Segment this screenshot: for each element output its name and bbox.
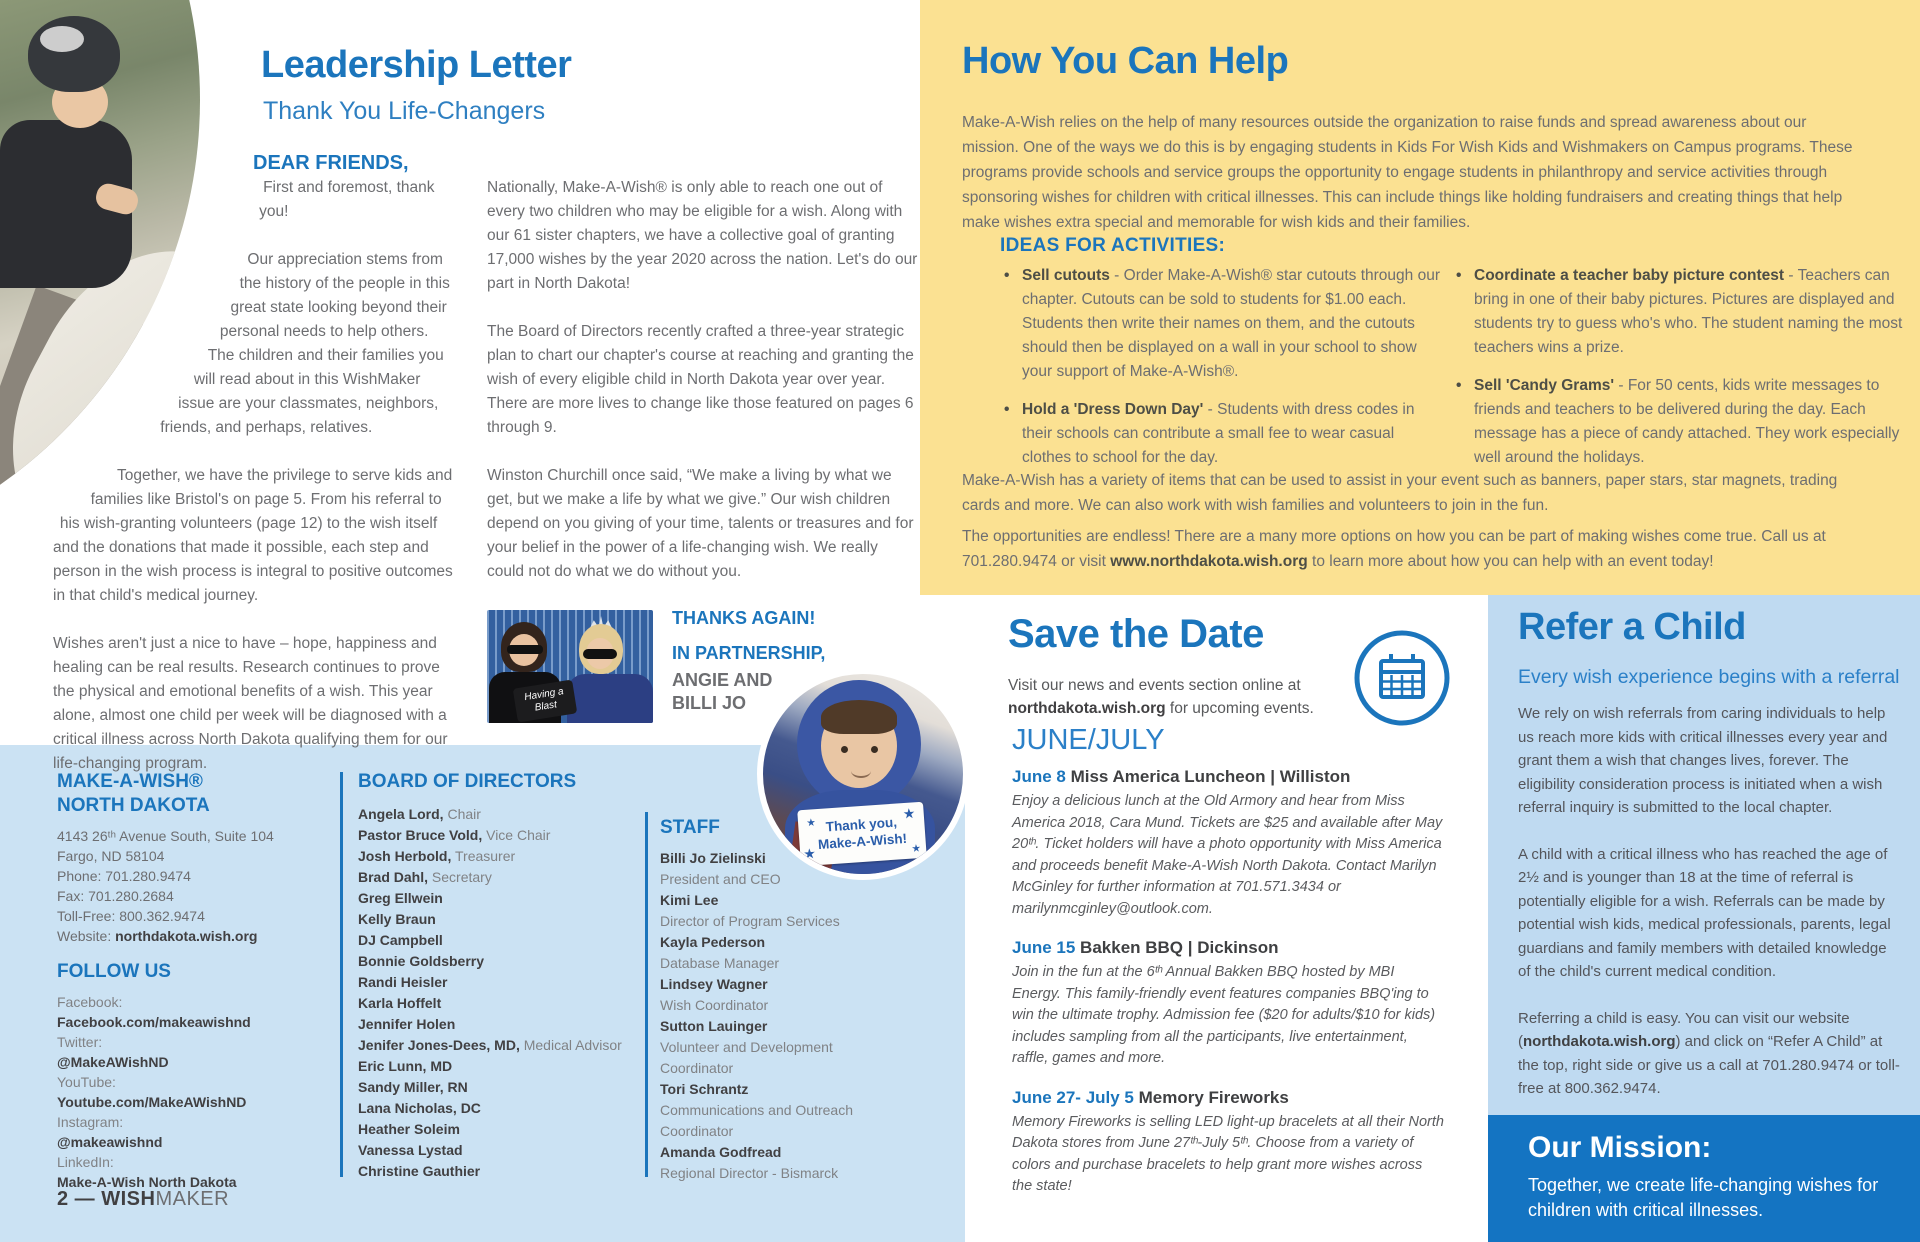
- board-member: Lana Nicholas, DC: [358, 1100, 481, 1116]
- column-divider: [645, 812, 648, 1177]
- board-member: DJ Campbell: [358, 932, 443, 948]
- star-icon: ★: [903, 806, 915, 822]
- section-title-save-the-date: Save the Date: [1008, 612, 1264, 656]
- social-item: Facebook: Facebook.com/makeawishnd: [57, 992, 327, 1032]
- event-list: [1012, 766, 1444, 1215]
- youtube-handle: Youtube.com/MakeAWishND: [57, 1094, 247, 1110]
- section-title-refer-a-child: Refer a Child: [1518, 606, 1746, 648]
- website-url: northdakota.wish.org: [1008, 700, 1166, 717]
- helmet-highlight-shape: [40, 26, 84, 52]
- signature-name: BILLI JO: [672, 693, 747, 713]
- eye-shape: [871, 746, 878, 753]
- facebook-handle: Facebook.com/makeawishnd: [57, 1014, 251, 1030]
- letter-column-1: [53, 176, 455, 800]
- smile-shape: [851, 764, 871, 778]
- letter-column-2: [487, 176, 919, 608]
- idea-bullet: • Sell cutouts - Order Make-A-Wish® star cutouts through our chapter. Cutouts can be sold to students for $1.00 each. Students then write their names on them, and the cutouts should then be displayed on a wall in your school to show your support of Make-A-Wish®.: [1000, 264, 1445, 384]
- fax-line: Fax: 701.280.2684: [57, 888, 174, 904]
- letter-paragraph: Together, we have the privilege to serve kids and families like Bristol's on page 5. From his referral to his wish-granting volunteers (page 12) to the wish itself and the donations that made it possible, each step and person in the wish process is integral to positive outcomes in that child's medical journey.: [53, 467, 453, 604]
- event-description: Join in the fun at the 6ᵗʰ Annual Bakken BBQ hosted by MBI Energy. This family-friendly event features companies BBQ'ing to win the ultimate trophy. Admission fee ($20 for adults/$10 for kids) includes sampling from all the participants, live entertainment, raffle, games and more.: [1012, 964, 1436, 1066]
- address-line: 4143 26ᵗʰ Avenue South, Suite 104: [57, 828, 274, 844]
- column-divider: [340, 772, 343, 1177]
- ideas-heading: IDEAS FOR ACTIVITIES:: [1000, 235, 1226, 256]
- star-icon: ★: [806, 817, 816, 828]
- letter-paragraph: First and foremost, thank you!: [259, 179, 435, 220]
- idea-bullet: • Coordinate a teacher baby picture contest - Teachers can bring in one of their baby pictures. Pictures are displayed and students try to guess who's who. The student naming the most teachers wins a prize.: [1452, 264, 1914, 360]
- salutation: DEAR FRIENDS,: [253, 152, 409, 174]
- instagram-handle: @makeawishnd: [57, 1134, 163, 1150]
- event-item: [1012, 1087, 1444, 1198]
- idea-bullet: • Sell 'Candy Grams' - For 50 cents, kids write messages to friends and teachers to be delivered during the day. Each message has a piece of candy attached. They work especially well around the holidays.: [1452, 374, 1914, 470]
- board-member: Christine Gauthier: [358, 1163, 481, 1179]
- board-member: Pastor Bruce Vold, Vice Chair: [358, 827, 551, 843]
- social-item: YouTube: Youtube.com/MakeAWishND: [57, 1072, 327, 1112]
- staff-member: Kayla Pederson Database Manager: [660, 934, 780, 971]
- staff-member: Kimi Lee Director of Program Services: [660, 892, 840, 929]
- party-mask-shape: [583, 649, 617, 659]
- photobooth-sign: Having a Blast: [513, 680, 578, 723]
- social-item: LinkedIn: Make-A-Wish North Dakota: [57, 1152, 327, 1192]
- how-help-intro: Make-A-Wish relies on the help of many resources outside the organization to raise funds and spread awareness about our mission. One of the ways we do this is by engaging students in Kids For Wish Kids and Wishmakers on Campus programs. These programs provide schools and service groups the opportunity to engage students in philanthropy and service activities through sponsoring wishes for children with critical illnesses. This can include things like holding fundraisers and creating things that help make wishes extra special and memorable for wish kids and their families.: [962, 114, 1853, 231]
- letter-paragraph: Our appreciation stems from the history of the people in this great state looking beyond their personal needs to help others. The children and their families you will read about in this WishMaker issue are your classmates, neighbors, friends, and perhaps, relatives.: [160, 251, 450, 436]
- photobooth-photo: [487, 610, 653, 723]
- twitter-handle: @MakeAWishND: [57, 1054, 169, 1070]
- page-title: Leadership Letter: [261, 44, 572, 86]
- month-heading: JUNE/JULY: [1012, 724, 1165, 756]
- save-date-intro: Visit our news and events section online at northdakota.wish.org for upcoming events.: [1008, 677, 1314, 717]
- child-hair-shape: [821, 700, 897, 734]
- board-member: Kelly Braun: [358, 911, 436, 927]
- star-icon: ★: [911, 842, 921, 854]
- linkedin-handle: Make-A-Wish North Dakota: [57, 1174, 237, 1190]
- event-heading: June 8 Miss America Luncheon | Williston: [1012, 767, 1351, 786]
- how-help-cta: The opportunities are endless! There are a many more options on how you can be part of making wishes come true. Call us at 701.280.9474 or visit www.northdakota.wish.org to learn more about how you can help with an event today!: [962, 528, 1826, 570]
- eye-shape: [841, 746, 848, 753]
- board-member: Karla Hoffelt: [358, 995, 442, 1011]
- refer-body: [1518, 702, 1902, 1124]
- party-mask-shape: [507, 645, 543, 654]
- page-subtitle: Thank You Life-Changers: [263, 97, 546, 125]
- board-heading: BOARD OF DIRECTORS: [358, 771, 577, 792]
- letter-paragraph: The Board of Directors recently crafted a three-year strategic plan to chart our chapter's course at reaching and granting the wish of every eligible child in North Dakota year over year. There are more lives to change like those featured on pages 6 through 9.: [487, 323, 914, 436]
- how-help-outro: Make-A-Wish has a variety of items that can be used to assist in your event such as banners, paper stars, star magnets, trading cards and more. We can also work with wish families and volunteers to join in the fun.: [962, 472, 1838, 514]
- thank-you-sign: ★ ★ ★ ★ Thank you, Make-A-Wish!: [797, 802, 927, 867]
- org-name: MAKE-A-WISH® NORTH DAKOTA: [57, 771, 210, 816]
- board-member: Jenifer Jones-Dees, MD, Medical Advisor: [358, 1037, 622, 1053]
- board-member: Heather Soleim: [358, 1121, 460, 1137]
- social-item: Instagram: @makeawishnd: [57, 1112, 327, 1152]
- staff-member: Amanda Godfread Regional Director - Bismarck: [660, 1144, 839, 1181]
- ideas-list-left: [1000, 264, 1445, 484]
- section-title-how-you-can-help: How You Can Help: [962, 40, 1289, 82]
- event-description: Enjoy a delicious lunch at the Old Armory and hear from Miss America 2018, Cara Mund. Tickets are $25 and available after May 20ᵗʰ. Ticket holders will have a photo opportunity with Miss America and proceeds benefit Make-A-Wish North Dakota. Contact Marilyn McGinley for further information at 701.571.3434 or marilynmcginley@outlook.com.: [1012, 793, 1443, 917]
- board-member: Greg Ellwein: [358, 890, 443, 906]
- staff-member: Lindsey Wagner Wish Coordinator: [660, 976, 769, 1013]
- staff-member: Tori Schrantz Communications and Outreach Coordinator: [660, 1081, 853, 1139]
- event-heading: June 15 Bakken BBQ | Dickinson: [1012, 938, 1279, 957]
- refer-paragraph: We rely on wish referrals from caring individuals to help us reach more kids with critical illnesses every year and grant them a wish that changes lives, forever. The eligibility consideration process is initiated when a wish referral inquiry is submitted to the local chapter.: [1518, 705, 1888, 816]
- board-member: Eric Lunn, MD: [358, 1058, 453, 1074]
- follow-us-heading: FOLLOW US: [57, 961, 171, 982]
- mission-heading: Our Mission:: [1528, 1131, 1712, 1164]
- website-line: Website: northdakota.wish.org: [57, 928, 258, 944]
- event-item: [1012, 766, 1444, 920]
- website-url: northdakota.wish.org: [115, 928, 258, 944]
- staff-column: [660, 816, 878, 1184]
- contact-info-column: [57, 770, 327, 1192]
- board-member: Josh Herbold, Treasurer: [358, 848, 516, 864]
- refer-subtitle: Every wish experience begins with a referral: [1518, 666, 1900, 688]
- staff-member: Sutton Lauinger Volunteer and Development Coordinator: [660, 1018, 833, 1076]
- letter-paragraph: Nationally, Make-A-Wish® is only able to reach one out of every two children who may be eligible for a wish. Along with our 61 sister chapters, we have a collective goal of granting 17,000 wishes by the year 2020 across the nation. Let's do our part in North Dakota!: [487, 179, 918, 292]
- board-member: Bonnie Goldsberry: [358, 953, 485, 969]
- event-description: Memory Fireworks is selling LED light-up bracelets at all their North Dakota stores from June 27ᵗʰ-July 5ᵗʰ. Choose from a variety of colors and purchase bracelets to help grant more wishes across the state!: [1012, 1113, 1444, 1194]
- star-icon: ★: [803, 846, 816, 862]
- board-member: Jennifer Holen: [358, 1016, 456, 1032]
- board-member: Sandy Miller, RN: [358, 1079, 468, 1095]
- refer-paragraph: Referring a child is easy. You can visit our website (northdakota.wish.org) and click on “Refer A Child” at the top, right side or give us a call at 701.280.9474 or toll-free at 800.362.9474.: [1518, 1009, 1900, 1097]
- board-member: Angela Lord, Chair: [358, 806, 481, 822]
- ideas-list-right: [1452, 264, 1914, 484]
- social-item: Twitter: @MakeAWishND: [57, 1032, 327, 1072]
- page-number: 2 — WISHMAKER: [57, 1188, 230, 1210]
- event-heading: June 27- July 5 Memory Fireworks: [1012, 1087, 1289, 1107]
- mission-box: [1488, 1115, 1920, 1242]
- refer-paragraph: A child with a critical illness who has reached the age of 2½ and is younger than 18 at the time of referral is potentially eligible for a wish. Referrals can be made by potential wish kids, medical professionals, parents, legal guardians and family members with detailed knowledge of the child's current medical condition.: [1518, 845, 1891, 980]
- partnership-line: IN PARTNERSHIP,: [672, 643, 826, 663]
- website-url: northdakota.wish.org: [1523, 1033, 1676, 1050]
- staff-heading: STAFF: [660, 817, 720, 838]
- board-of-directors-column: [358, 770, 643, 1182]
- event-item: [1012, 937, 1444, 1070]
- tollfree-line: Toll-Free: 800.362.9474: [57, 908, 205, 924]
- staff-member: Billi Jo Zielinski President and CEO: [660, 850, 781, 887]
- letter-paragraph: Winston Churchill once said, “We make a living by what we get, but we make a life by what we give.” Our wish children depend on you giving of your time, talents or treasures and for your belief in the power of a life-changing wish. We really could not do what we do without you.: [487, 467, 914, 580]
- signature-name: ANGIE AND: [672, 670, 773, 690]
- website-url: www.northdakota.wish.org: [1110, 553, 1308, 570]
- phone-line: Phone: 701.280.9474: [57, 868, 191, 884]
- calendar-icon: [1352, 628, 1452, 728]
- board-member: Brad Dahl, Secretary: [358, 869, 492, 885]
- address-line: Fargo, ND 58104: [57, 848, 165, 864]
- board-member: Randi Heisler: [358, 974, 448, 990]
- person-silhouette: [567, 674, 653, 723]
- idea-bullet: • Hold a 'Dress Down Day' - Students with dress codes in their schools can contribute a small fee to wear casual clothes to school for the day.: [1000, 398, 1445, 470]
- mission-statement: Together, we create life-changing wishes for children with critical illnesses.: [1528, 1175, 1879, 1220]
- board-member: Vanessa Lystad: [358, 1142, 463, 1158]
- letter-paragraph: Wishes aren't just a nice to have – hope, happiness and healing can be real results. Research continues to prove the physical and emotional benefits of a wish. This year alone, almost one child per week will be diagnosed with a critical illness across North Dakota qualifying them for our life-changing program.: [53, 635, 448, 772]
- thanks-line: THANKS AGAIN!: [672, 608, 816, 628]
